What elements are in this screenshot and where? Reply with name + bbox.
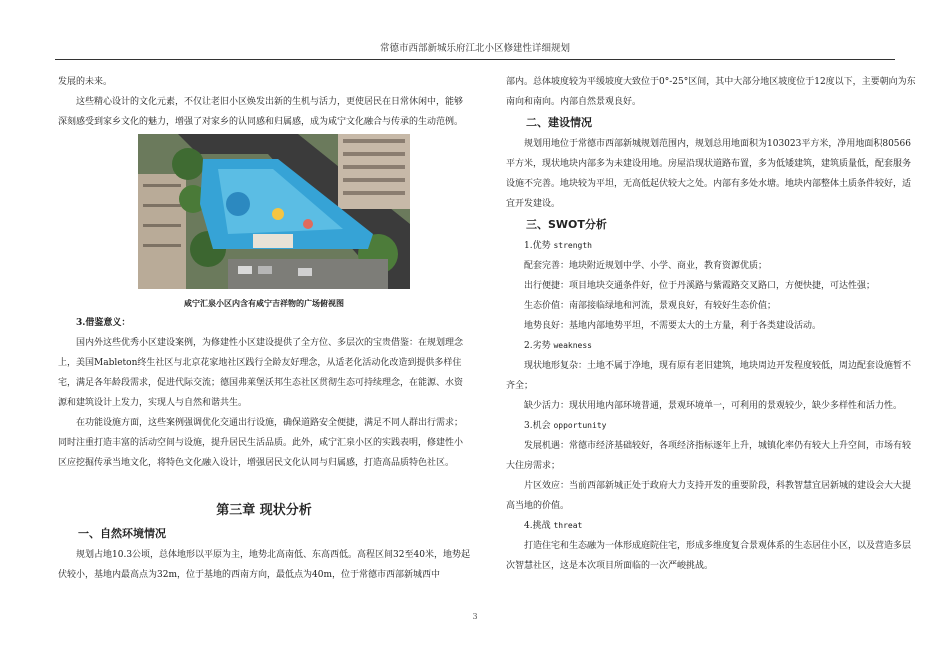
paragraph: 出行便捷：项目地块交通条件好，位于丹溪路与紫霞路交叉路口，方便快捷，可达性强； [524, 281, 876, 291]
paragraph: 在功能设施方面，这些案例强调优化交通出行设施，确保道路安全便捷，满足不同人群出行需求；同时注重打造丰富的活动空间与设施，提升居民生活品质。此外，咸宁汇泉小区的实践表明，修建性小区应挖掘传承当地文化，将特色文化融入设计，增强居民文化认同与归属感，打造高品质特色社区。 [58, 418, 464, 468]
paragraph: 发展的未来。 [58, 77, 113, 87]
paragraph: 发展机遇：常德市经济基础较好，各项经济指标逐年上升，城镇化率仍有较大上升空间，市场有较大住房需求； [506, 441, 912, 471]
swot-heading-opportunity [506, 416, 918, 436]
section-heading: 二、建设情况 [526, 116, 592, 129]
page-number: 3 [472, 612, 478, 621]
figure-caption: 咸宁汇泉小区内含有咸宁吉祥物的广场俯视图 [184, 299, 344, 308]
paragraph: 国内外这些优秀小区建设案例，为修建性小区建设提供了全方位、多层次的宝贵借鉴：在规划理念上，美国Mableton终生社区与北京花家地社区践行全龄友好理念，从适老化活动化改造到提供多样住宅，满足各年龄段需求，促进代际交流；德国弗莱堡沃邦生态社区贯彻生态可持续理念，在能源、水资源和建筑设计上发力，实现人与自然和谐共生。 [58, 338, 464, 408]
plaza-aerial-photo [138, 134, 410, 289]
paragraph: 片区效应：当前西部新城正处于政府大力支持开发的重要阶段，科教智慧宜居新城的建设会大大提高当地的价值。 [506, 481, 912, 511]
paragraph: 配套完善：地块附近规划中学、小学、商业，教育资源优质； [524, 261, 768, 271]
swot-label: 2.劣势 [524, 341, 551, 351]
page-header: 常德市西部新城乐府江北小区修建性详细规划 [55, 40, 895, 60]
left-column [58, 72, 470, 585]
section-heading: 一、自然环境情况 [78, 527, 166, 540]
paragraph: 地势良好：基地内部地势平坦，不需要太大的土方量，利于各类建设活动。 [524, 321, 822, 331]
paragraph: 规划占地10.3公顷，总体地形以平原为主，地势北高南低、东高西低。高程区间32至40米，地势起伏较小，基地内最高点为32m，位于基地的西南方向，最低点为40m，位于常德市西部新城西中 [58, 550, 470, 580]
paragraph: 缺少活力：现状用地内部环境普通，景观环境单一，可利用的景观较少，缺少多样性和活力性。 [524, 401, 903, 411]
swot-label: 3.机会 [524, 421, 551, 431]
swot-label: 1.优势 [524, 241, 551, 251]
section-heading: 三、SWOT分析 [526, 218, 607, 231]
subsection-heading: 3.借鉴意义： [76, 318, 131, 328]
right-column [506, 72, 918, 576]
swot-label-en: threat [553, 521, 583, 530]
swot-label: 4.挑战 [524, 521, 551, 531]
swot-label-en: strength [553, 241, 592, 250]
paragraph: 这些精心设计的文化元素，不仅让老旧小区焕发出新的生机与活力，更使居民在日常休闲中，能够深刻感受到家乡文化的魅力，增强了对家乡的认同感和归属感，成为咸宁文化融合与传承的生动范例。 [58, 97, 464, 127]
swot-label-en: opportunity [553, 421, 607, 430]
swot-label-en: weakness [553, 341, 592, 350]
swot-heading-strength [506, 236, 918, 256]
paragraph: 部内。总体坡度较为平缓坡度大致位于0°-25°区间，其中大部分地区坡度位于12度以下，主要朝向为东南向和南向。内部自然景观良好。 [506, 77, 916, 107]
paragraph: 生态价值：南部接临绿地和河流，景观良好，有较好生态价值； [524, 301, 777, 311]
paragraph: 现状地形复杂：土地不属于净地，现有原有老旧建筑，地块周边开发程度较低，周边配套设施暂不齐全； [506, 361, 912, 391]
chapter-title: 第三章 现状分析 [216, 503, 312, 518]
swot-heading-threat [506, 516, 918, 536]
paragraph: 打造住宅和生态融为一体形成庭院住宅，形成多维度复合景观体系的生态居住小区，以及营造多层次智慧社区，这是本次项目所面临的一次严峻挑战。 [506, 541, 912, 571]
paragraph: 规划用地位于常德市西部新城规划范围内，规划总用地面积为103023平方米，净用地面积80566平方米，现状地块内部多为未建设用地。房屋沿现状道路布置，多为低矮建筑，建筑质量低，配套服务设施不完善。地块较为平坦，无高低起伏较大之处。内部有多处水塘。地块内部整体土质条件较好，适宜开发建设。 [506, 139, 912, 209]
swot-heading-weakness [506, 336, 918, 356]
